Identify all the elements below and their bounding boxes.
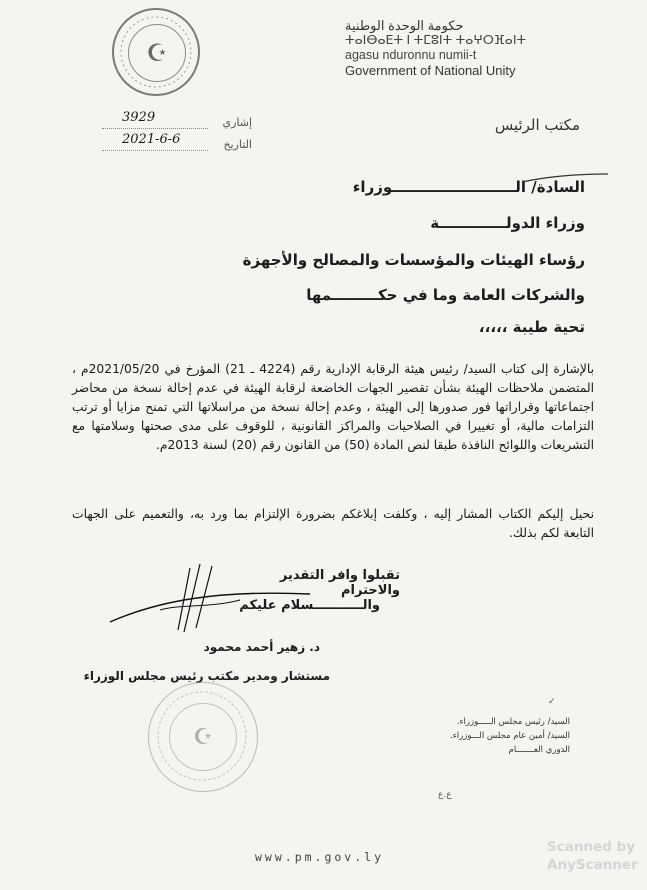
scanner-line-1: Scanned by <box>547 839 636 855</box>
crescent-star-icon: ☪ <box>128 24 186 82</box>
closing-regards: تقبلوا وافر التقدير والاحترام <box>279 568 400 598</box>
reference-date-label: التاريخ <box>223 138 252 151</box>
gov-amazigh-latin-name: agasu nduronnu numii-t <box>345 48 477 62</box>
reference-number-label: إشاري <box>222 116 252 129</box>
reference-number: 3929 <box>122 110 156 125</box>
dotted-line <box>102 128 208 129</box>
government-title-block <box>345 18 585 78</box>
scanner-line-2: AnyScanner <box>547 857 638 873</box>
addressee-line-2: وزراء الدولـــــــــــــة <box>430 214 585 232</box>
reference-block <box>92 112 252 156</box>
signature-icon <box>100 560 320 640</box>
greeting: تحية طيبة ،،،،، <box>478 318 585 336</box>
gov-tifinagh-name: ⵜⴰⵏⴱⴰⴹⵜ ⵏ ⵜⵎⵓⵏⵜ ⵜⴰⵖⵔⴼⴰⵏⵜ <box>345 33 527 47</box>
signer-title: مستشار ومدير مكتب رئيس مجلس الوزراء <box>83 669 330 683</box>
copies-list <box>380 715 570 757</box>
closing-salam: والـــــــــــسلام عليكم <box>239 598 380 613</box>
scanner-watermark <box>547 838 638 874</box>
office-title: مكتب الرئيس <box>494 116 580 134</box>
gov-english-name: Government of National Unity <box>345 63 516 78</box>
dotted-line <box>102 150 208 151</box>
signer-name: د. زهير أحمد محمود <box>203 640 320 654</box>
addressee-line-3: رؤساء الهيئات والمؤسسات والمصالح والأجهزة <box>242 251 585 269</box>
copy-line-3: الدوري العـــــــام <box>508 745 570 755</box>
office-stamp <box>148 682 258 792</box>
reference-number-row <box>92 112 252 134</box>
body-paragraph-1: بالإشارة إلى كتاب السيد/ رئيس هيئة الرقابة الإدارية رقم (4224 ـ 21) المؤرخ في 2021/05/20م ، المتضمن ملاحظات الهيئة بشأن تقصير الجهات الخاضعة لرقابة الهيئة في عدم إحالة نسخة من محاضر اجتماعاتها وقراراتها فور صدورها إلى الهيئة ، وعدم إحالة نسخة من مراسلاتها التي تمنح مزايا أو ترتب التزامات مالية، أو تغييرا في الصلاحيات والمراكز القانونية ، للوقوف على مدى صحتها وسلامتها مع التشريعات واللوائح النافذة طبقا لنص المادة (50) من القانون رقم (20) لسنة 2013م. <box>72 362 594 452</box>
reference-date-row <box>92 134 252 156</box>
copy-line-1: السيد/ رئيس مجلس الـــــوزراء. <box>456 717 570 727</box>
stamp-crescent-icon: ☪ <box>169 703 237 771</box>
addressee-line-4: والشركات العامة وما في حكـــــــــمها <box>306 286 585 304</box>
initials: ع.ع <box>438 790 452 800</box>
addressee-line-1: السادة/ الــــــــــــــــــــــــوزراء <box>352 178 585 196</box>
body-paragraph-2: نحيل إليكم الكتاب المشار إليه ، وكلفت إبلاغكم بضرورة الإلتزام بما ورد به، والتعميم على الجهات التابعة لكم بذلك. <box>72 507 594 540</box>
gov-arabic-name: حكومة الوحدة الوطنية <box>345 18 464 33</box>
handwritten-stroke-icon <box>520 172 610 186</box>
copy-mark: ✓ <box>548 697 556 707</box>
copy-line-2: السيد/ أمين عام مجلس الـــوزراء. <box>450 731 570 741</box>
reference-date: 2021-6-6 <box>122 132 181 147</box>
footer-url: www.pm.gov.ly <box>255 850 385 864</box>
government-seal <box>112 8 200 96</box>
